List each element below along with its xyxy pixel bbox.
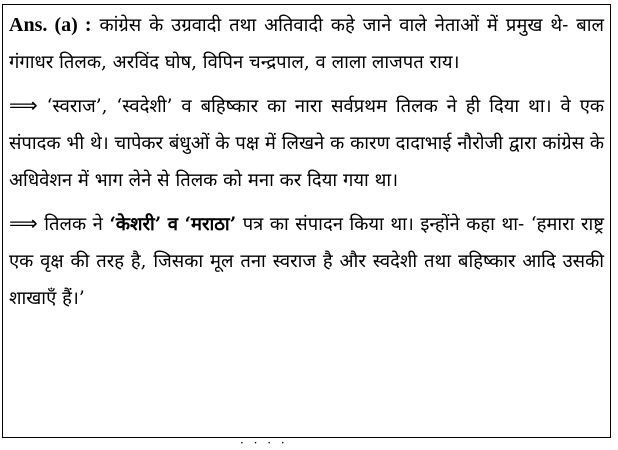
paragraph-1-text: कांग्रेस के उग्रवादी तथा अतिवादी कहे जाने वाले नेताओं में प्रमुख थे- बाल गंगाधर तिलक, अरविंद घोष, विपिन चन्द्रपाल, व लाला लाजपत राय। (9, 15, 604, 73)
implies-arrow-icon: ⟹ (9, 211, 38, 235)
newspaper-name-maratha: मराठा (190, 214, 230, 235)
paragraph-3-text: पत्र का संपादन किया था। इन्होंने कहा था- ‘हमारा राष्ट्र एक वृक्ष की तरह है, जिसका मूल तना स्वराज है और स्वदेशी तथा बहिष्कार आदि उसकी शाखाएँ हैं।’ (9, 214, 604, 309)
paragraph-1 (9, 7, 604, 81)
cut-off-fragment: · · · · (240, 440, 288, 450)
implies-arrow-icon: ⟹ (9, 93, 38, 117)
paragraph-2 (9, 87, 604, 199)
paragraph-3-intro: तिलक ने (44, 214, 103, 235)
paragraph-2-text: ‘स्वराज’, ‘स्वदेशी’ व बहिष्कार का नारा सर्वप्रथम तिलक ने ही दिया था। वे एक संपादक भी थे। चापेकर बंधुओं के पक्ष में लिखने क कारण दादाभाई नौरोजी द्वारा कांग्रेस के अधिवेशन में भाग लेने से तिलक को मना कर दिया गया था। (9, 96, 604, 191)
quote-open: ‘ (184, 214, 191, 235)
answer-label: Ans. (a) : (9, 14, 92, 36)
conjunction: व (167, 214, 178, 235)
quote-open: ‘ (109, 214, 116, 235)
newspaper-name-kesari: केशरी (115, 214, 155, 235)
quote-close: ’ (154, 214, 162, 235)
quote-close: ’ (229, 214, 237, 235)
answer-box (2, 4, 611, 438)
paragraph-3 (9, 205, 604, 317)
cut-off-text (0, 440, 618, 450)
